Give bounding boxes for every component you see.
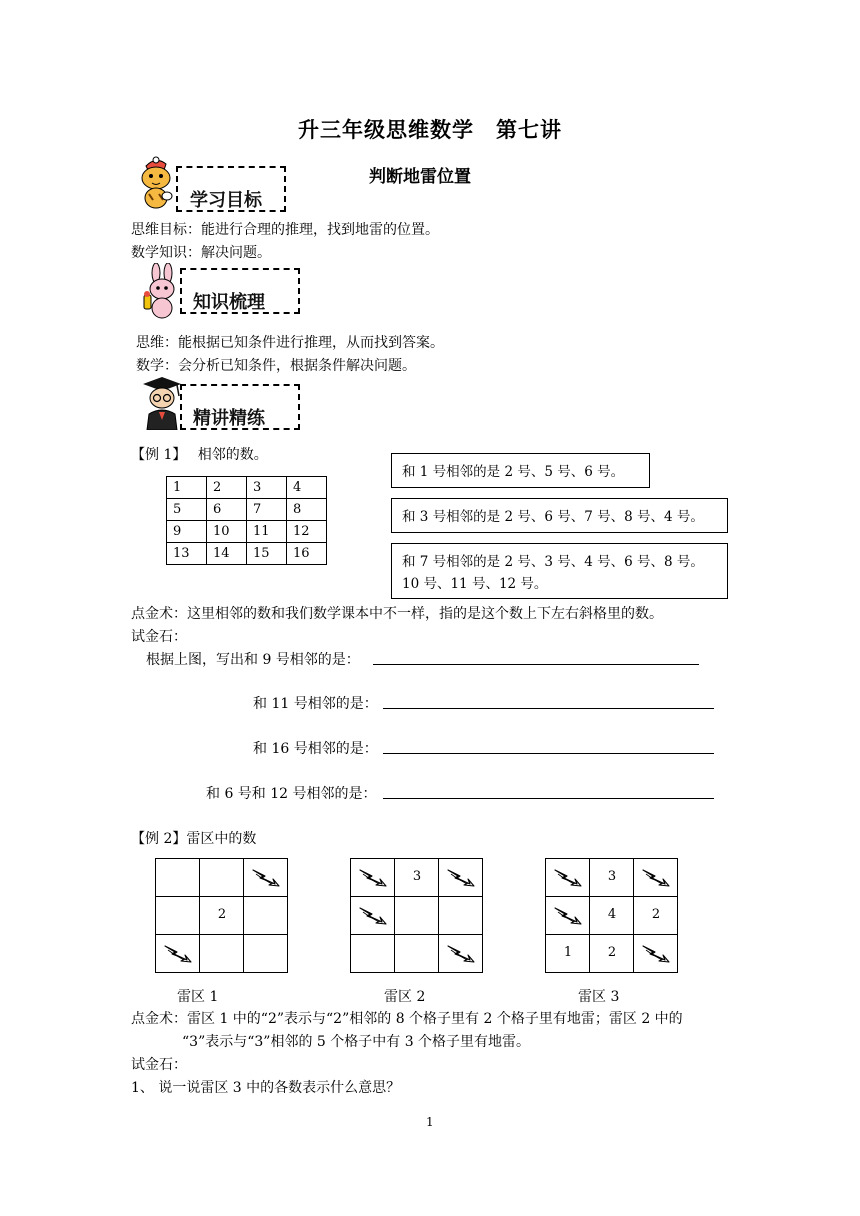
adjacent-box-7: 和 7 号相邻的是 2 号、3 号、4 号、6 号、8 号。10 号、11 号、12 号。 — [391, 543, 728, 599]
mine-icon — [641, 867, 671, 893]
mine-count: 1 — [563, 945, 573, 960]
section-header-practice: 精讲精练 — [193, 408, 265, 429]
mine-field-cell[interactable] — [589, 934, 634, 973]
goal-line: 数学知识：解决问题。 — [131, 245, 271, 261]
number-grid — [166, 476, 327, 565]
example2-heading: 【例 2】雷区中的数 — [131, 831, 257, 847]
mine-field-cell[interactable] — [350, 896, 395, 935]
rabbit-mascot-icon — [140, 263, 184, 319]
section-header-goals: 学习目标 — [190, 190, 262, 211]
mine-icon — [553, 905, 583, 931]
mine-field-cell[interactable] — [350, 858, 395, 897]
mine-field-cell[interactable] — [438, 934, 483, 973]
goal-line: 思维目标：能进行合理的推理，找到地雷的位置。 — [131, 222, 439, 238]
grid-cell: 7 — [247, 499, 287, 521]
mine-field-cell[interactable] — [199, 858, 244, 897]
grid-cell: 9 — [167, 521, 207, 543]
grid-cell: 1 — [167, 477, 207, 499]
mine-field-cell[interactable] — [155, 858, 200, 897]
question-text: 根据上图，写出和 9 号相邻的是： — [146, 652, 360, 668]
grid-cell: 6 — [207, 499, 247, 521]
question-text: 和 16 号相邻的是： — [253, 741, 378, 757]
mine-icon — [358, 867, 388, 893]
grid-cell: 8 — [287, 499, 327, 521]
grid-cell: 11 — [247, 521, 287, 543]
mine-field-cell[interactable] — [438, 858, 483, 897]
page-number: 1 — [426, 1115, 434, 1129]
knowledge-line: 数学：会分析已知条件，根据条件解决问题。 — [136, 358, 416, 374]
mine-field-cell[interactable] — [243, 858, 288, 897]
mine-field-cell[interactable] — [243, 934, 288, 973]
mine-field-cell[interactable] — [545, 896, 590, 935]
mine-field-cell[interactable] — [545, 858, 590, 897]
grid-cell: 15 — [247, 543, 287, 565]
mine-field-cell[interactable] — [589, 858, 634, 897]
adjacent-box-3: 和 3 号相邻的是 2 号、6 号、7 号、8 号、4 号。 — [391, 498, 728, 533]
page-subtitle: 判断地雷位置 — [369, 167, 471, 187]
mine-icon — [553, 867, 583, 893]
question-text: 1、 说一说雷区 3 中的各数表示什么意思？ — [131, 1080, 401, 1096]
doctor-mascot-icon — [139, 374, 185, 430]
mine-field-cell[interactable] — [394, 858, 439, 897]
field-caption: 雷区 2 — [384, 989, 426, 1005]
tip-text: 点金术：雷区 1 中的“2”表示与“2”相邻的 8 个格子里有 2 个格子里有地雷；雷区 2 中的 — [131, 1011, 683, 1027]
table-row — [167, 543, 327, 565]
adjacent-box-1: 和 1 号相邻的是 2 号、5 号、6 号。 — [391, 453, 650, 488]
mine-icon — [163, 943, 193, 969]
mine-field-cell[interactable] — [633, 858, 678, 897]
mine-field-cell[interactable] — [243, 896, 288, 935]
trial-label: 试金石： — [131, 1057, 187, 1073]
grid-cell: 3 — [247, 477, 287, 499]
mine-count: 2 — [217, 907, 227, 922]
mine-icon — [641, 943, 671, 969]
grid-cell: 14 — [207, 543, 247, 565]
field-caption: 雷区 1 — [177, 989, 219, 1005]
knowledge-line: 思维：能根据已知条件进行推理，从而找到答案。 — [136, 335, 444, 351]
mine-field-cell[interactable] — [438, 896, 483, 935]
tiger-mascot-icon — [134, 156, 180, 210]
grid-cell: 2 — [207, 477, 247, 499]
mine-icon — [251, 867, 281, 893]
grid-cell: 5 — [167, 499, 207, 521]
answer-line[interactable] — [383, 708, 714, 709]
mine-field-cell[interactable] — [199, 934, 244, 973]
mine-icon — [446, 943, 476, 969]
tip-text: “3”表示与“3”相邻的 5 个格子中有 3 个格子里有地雷。 — [182, 1034, 531, 1050]
trial-label: 试金石： — [131, 629, 187, 645]
mine-field-cell[interactable] — [633, 934, 678, 973]
example1-heading: 【例 1】 相邻的数。 — [131, 447, 268, 463]
mine-field-cell[interactable] — [350, 934, 395, 973]
section-header-knowledge: 知识梳理 — [193, 292, 265, 313]
table-row — [167, 477, 327, 499]
mine-count: 4 — [607, 907, 617, 922]
mine-count: 2 — [607, 945, 617, 960]
table-row — [167, 521, 327, 543]
mine-count: 3 — [607, 869, 617, 884]
mine-count: 3 — [412, 869, 422, 884]
mine-field-cell[interactable] — [199, 896, 244, 935]
mine-icon — [446, 867, 476, 893]
answer-line[interactable] — [373, 664, 699, 665]
grid-cell: 16 — [287, 543, 327, 565]
tip-text: 点金术：这里相邻的数和我们数学课本中不一样，指的是这个数上下左右斜格里的数。 — [131, 606, 663, 622]
grid-cell: 4 — [287, 477, 327, 499]
answer-line[interactable] — [383, 798, 714, 799]
table-row — [167, 499, 327, 521]
mine-field-cell[interactable] — [155, 934, 200, 973]
mine-field-cell[interactable] — [394, 934, 439, 973]
grid-cell: 13 — [167, 543, 207, 565]
mine-field-cell[interactable] — [589, 896, 634, 935]
mine-field-cell[interactable] — [633, 896, 678, 935]
mine-icon — [358, 905, 388, 931]
question-text: 和 11 号相邻的是： — [253, 696, 378, 712]
grid-cell: 10 — [207, 521, 247, 543]
field-caption: 雷区 3 — [578, 989, 620, 1005]
mine-count: 2 — [651, 907, 661, 922]
page-title: 升三年级思维数学 第七讲 — [298, 118, 562, 142]
question-text: 和 6 号和 12 号相邻的是： — [206, 786, 377, 802]
answer-line[interactable] — [383, 753, 714, 754]
grid-cell: 12 — [287, 521, 327, 543]
mine-field-cell[interactable] — [394, 896, 439, 935]
mine-field-cell[interactable] — [545, 934, 590, 973]
mine-field-cell[interactable] — [155, 896, 200, 935]
